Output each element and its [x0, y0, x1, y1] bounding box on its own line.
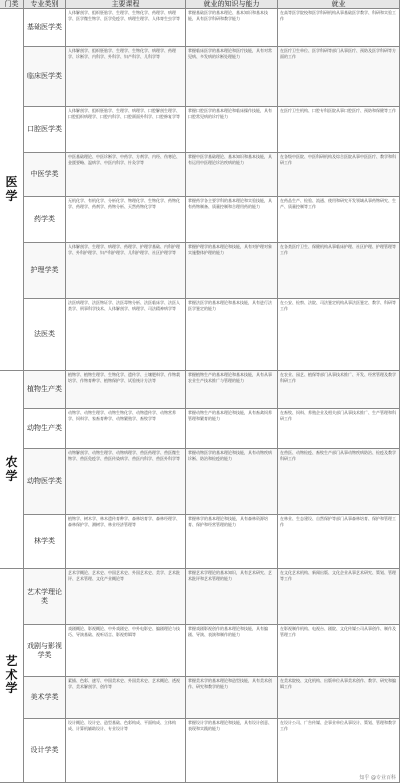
header-skills [186, 0, 278, 9]
row-courses [66, 449, 186, 515]
row-courses [66, 9, 186, 47]
jobs-text: 在药品生产、检验、流通、使用和研究开发领域从事药物研究、生产、质量控制等工作 [280, 198, 396, 209]
courses-text: 素描、色彩、速写、中国美术史、外国美术史、艺术概论、透视学、美术解剖学、创作等 [68, 678, 180, 689]
row-jobs [278, 299, 400, 371]
row-skills [186, 449, 278, 515]
row-skills [186, 569, 278, 625]
row-courses [66, 197, 186, 243]
row-category [24, 625, 66, 677]
courses-text: 戏剧概论、影视概论、中外戏剧史、中外电影史、编剧理论与技巧、导演基础、视听语言、影视剪辑等 [68, 626, 180, 637]
row-jobs [278, 243, 400, 299]
category-label: 药学类 [34, 215, 55, 224]
header-category-label: 专业类别 [30, 0, 59, 8]
row-category [24, 677, 66, 719]
category-label: 口腔医学类 [27, 125, 62, 134]
row-courses [66, 569, 186, 625]
category-label: 美术学类 [30, 693, 59, 702]
gate-agriculture [0, 371, 24, 569]
jobs-text: 在各类医疗卫生、保健机构从事临床护理、社区护理、护理管理等工作 [280, 244, 396, 255]
jobs-text: 在美术院校、文化机构、出版单位从事美术创作、教学、研究和编辑工作 [280, 678, 396, 689]
courses-text: 植物学、树木学、林木遗传育种学、森林培育学、森林经理学、森林保护学、测树学、林业经济管理等 [68, 516, 180, 527]
row-jobs [278, 197, 400, 243]
jobs-text: 在医疗卫生单位、医学科研等部门从事医疗、预防及医学科研等方面的工作 [280, 48, 396, 59]
row-skills [186, 9, 278, 47]
courses-text: 设计概论、设计史、造型基础、色彩构成、平面构成、立体构成、计算机辅助设计、专业设计等 [68, 720, 176, 731]
row-jobs [278, 515, 400, 569]
skills-text: 掌握植物生产的基本理论和基本技能，具有从事农业生产技术推广与管理的能力 [188, 372, 272, 383]
row-skills [186, 515, 278, 569]
courses-text: 中医基础理论、中医诊断学、中药学、方剂学、内经、伤寒论、金匮要略、温病学、中医内科学、针灸学等 [68, 154, 180, 165]
row-courses [66, 719, 186, 783]
row-skills [186, 625, 278, 677]
skills-text: 掌握戏剧影视创作的基本理论和技能，具有编剧、导演、表演和制作的能力 [188, 626, 268, 637]
row-skills [186, 677, 278, 719]
gate-medicine [0, 9, 24, 371]
header-skills-label: 就业的知识与能力 [203, 0, 260, 8]
row-category [24, 9, 66, 47]
skills-text: 掌握中医学基础理论、基本知识和基本技能，具有运用中医理论诊治疾病的能力 [188, 154, 272, 165]
row-skills [186, 243, 278, 299]
row-jobs [278, 569, 400, 625]
row-courses [66, 515, 186, 569]
skills-text: 掌握临床医学的基本理论和医疗技能，具有对常见病、多发病的诊断处理能力 [188, 48, 272, 59]
category-label: 林学类 [34, 537, 55, 546]
jobs-text: 在兽医、动物检疫、畜牧生产部门从事动物疾病防治、检疫及教学科研工作 [280, 450, 396, 461]
category-label: 动物生产类 [27, 424, 62, 433]
courses-text: 人体解剖学、组织胚胎学、生理学、生物化学、病理学、药理学、诊断学、内科学、外科学、妇产科学、儿科学等 [68, 48, 176, 59]
courses-text: 法医病理学、法医物证学、法医毒物分析、法医临床学、法医人类学、刑事科学技术、人体解剖学、病理学、司法精神病学等 [68, 300, 180, 311]
row-skills [186, 299, 278, 371]
row-jobs [278, 153, 400, 197]
row-category [24, 47, 66, 107]
jobs-text: 在影视制作机构、电视台、剧院、文化传媒公司从事创作、制作及管理工作 [280, 626, 396, 637]
row-category [24, 371, 66, 409]
jobs-text: 在农业、园艺、植保等部门从事技术推广、开发、经营管理及教学科研工作 [280, 372, 396, 383]
header-category [24, 0, 66, 9]
row-skills [186, 409, 278, 449]
header-gate [0, 0, 24, 9]
header-gate-label: 门类 [4, 0, 19, 8]
jobs-text: 在畜牧、饲料、养殖企业及相关部门从事技术推广、生产管理和科研工作 [280, 410, 396, 421]
skills-text: 掌握美术学的基本理论和造型技能，具有美术创作、研究和教学的能力 [188, 678, 272, 689]
jobs-text: 在文化艺术机构、新闻出版、文化企业从事艺术研究、策划、管理等工作 [280, 570, 396, 581]
row-category [24, 197, 66, 243]
row-courses [66, 299, 186, 371]
skills-text: 掌握林学的基本理论和技能，具有森林资源培育、保护和经营管理的能力 [188, 516, 268, 527]
gate-label: 农学 [5, 454, 18, 483]
row-jobs [278, 449, 400, 515]
skills-text: 掌握艺术学理论的基本知识，具有艺术研究、艺术批评和艺术管理的能力 [188, 570, 272, 581]
courses-text: 人体解剖学、生理学、病理学、药理学、护理学基础、内科护理学、外科护理学、妇产科护理学、儿科护理学、社区护理学等 [68, 244, 180, 255]
courses-text: 植物学、植物生理学、生物化学、遗传学、土壤肥料学、作物栽培学、作物育种学、植物保护学、试验统计方法等 [68, 372, 180, 383]
row-category [24, 107, 66, 153]
row-category [24, 515, 66, 569]
row-courses [66, 677, 186, 719]
row-jobs [278, 409, 400, 449]
category-label: 法医类 [34, 330, 55, 339]
category-label: 临床医学类 [27, 72, 62, 81]
courses-text: 艺术学概论、艺术史、中国艺术史、外国艺术史、美学、艺术批评、艺术管理、文化产业概论等 [68, 570, 180, 581]
row-jobs [278, 371, 400, 409]
courses-text: 动物解剖学、动物生理学、动物病理学、兽医药理学、兽医微生物学、兽医免疫学、兽医传染病学、兽医内科学、兽医外科学等 [68, 450, 180, 461]
category-label: 戏剧与影视学类 [27, 642, 62, 659]
gate-label: 医学 [5, 174, 18, 203]
row-category [24, 299, 66, 371]
category-label: 中医学类 [30, 170, 59, 179]
courses-text: 人体解剖学、组织胚胎学、生理学、生物化学、药理学、病理学、医学微生物学、医学免疫学、病理生理学、人体寄生虫学等 [68, 10, 180, 21]
row-skills [186, 107, 278, 153]
courses-text: 动物学、动物生理学、动物生物化学、动物遗传学、动物营养学、饲料学、家畜育种学、动物繁殖学、畜牧学等 [68, 410, 176, 421]
row-category [24, 449, 66, 515]
row-skills [186, 153, 278, 197]
skills-text: 掌握药学各主要学科的基本理论和实验技能，具有药物制备、质量控制和合理用药的能力 [188, 198, 272, 209]
jobs-text: 在高等医学院校和医学科研机构从事基础医学教学、科研和实验工作 [280, 10, 396, 21]
row-category [24, 153, 66, 197]
jobs-text: 在林业、生态建设、自然保护等部门从事森林培育、保护和管理工作 [280, 516, 396, 527]
jobs-text: 在公安、检察、法院、司法鉴定机构从事法医鉴定、教学、科研等工作 [280, 300, 396, 311]
row-skills [186, 47, 278, 107]
category-label: 艺术学理论类 [27, 588, 62, 605]
row-jobs [278, 9, 400, 47]
row-category [24, 409, 66, 449]
courses-text: 无机化学、有机化学、分析化学、物理化学、生物化学、药物化学、药理学、药剂学、药物分析、天然药物化学等 [68, 198, 180, 209]
header-courses-label: 主要课程 [111, 0, 140, 8]
row-courses [66, 47, 186, 107]
skills-text: 掌握动物医学的基本理论和技能，具有动物疾病诊断、防治和检疫的能力 [188, 450, 272, 461]
skills-text: 掌握基础医学的基本理论、基本知识和基本技能，具有医学科研和教学能力 [188, 10, 268, 21]
row-skills [186, 197, 278, 243]
row-category [24, 569, 66, 625]
row-courses [66, 153, 186, 197]
skills-text: 掌握护理学的基本理论和技能，具有对护理对象实施整体护理的能力 [188, 244, 272, 255]
row-courses [66, 371, 186, 409]
gate-arts [0, 569, 24, 783]
category-label: 基础医学类 [27, 23, 62, 32]
row-category [24, 243, 66, 299]
jobs-text: 在各级中医院、中医科研机构及综合医院从事中医医疗、教学和科研工作 [280, 154, 396, 165]
skills-text: 掌握动物生产的基本理论和技能，具有畜禽饲养管理和繁育的能力 [188, 410, 272, 421]
row-category [24, 719, 66, 783]
header-jobs-label: 就业 [331, 0, 346, 8]
gate-label: 艺术学 [5, 653, 18, 696]
category-label: 动物医学类 [27, 477, 62, 486]
row-courses [66, 409, 186, 449]
watermark: 知乎 @专业百科 [359, 775, 396, 781]
header-courses [66, 0, 186, 9]
courses-text: 人体解剖学、组织胚胎学、生理学、病理学、口腔解剖生理学、口腔组织病理学、口腔内科学、口腔颌面外科学、口腔修复学等 [68, 108, 180, 119]
row-skills [186, 371, 278, 409]
skills-text: 掌握口腔医学的基本理论和临床操作技能，具有口腔常见病的诊疗能力 [188, 108, 272, 119]
row-courses [66, 243, 186, 299]
row-courses [66, 625, 186, 677]
row-jobs [278, 625, 400, 677]
skills-text: 掌握法医学的基本理论和基本技能，具有进行法医学鉴定的能力 [188, 300, 272, 311]
row-courses [66, 107, 186, 153]
row-skills [186, 719, 278, 783]
category-label: 植物生产类 [27, 385, 62, 394]
category-label: 设计学类 [30, 746, 59, 755]
category-label: 护理学类 [30, 266, 59, 275]
jobs-text: 在设计公司、广告传媒、企事业单位从事设计、策划、管理和教学工作 [280, 720, 396, 731]
row-jobs [278, 677, 400, 719]
skills-text: 掌握设计学的基本理论和技能，具有设计创意、表现和实践的能力 [188, 720, 272, 731]
header-jobs [278, 0, 400, 9]
jobs-text: 在医疗卫生机构、口腔专科医院从事口腔医疗、预防和保健等工作 [280, 108, 396, 113]
row-jobs [278, 107, 400, 153]
row-jobs [278, 47, 400, 107]
